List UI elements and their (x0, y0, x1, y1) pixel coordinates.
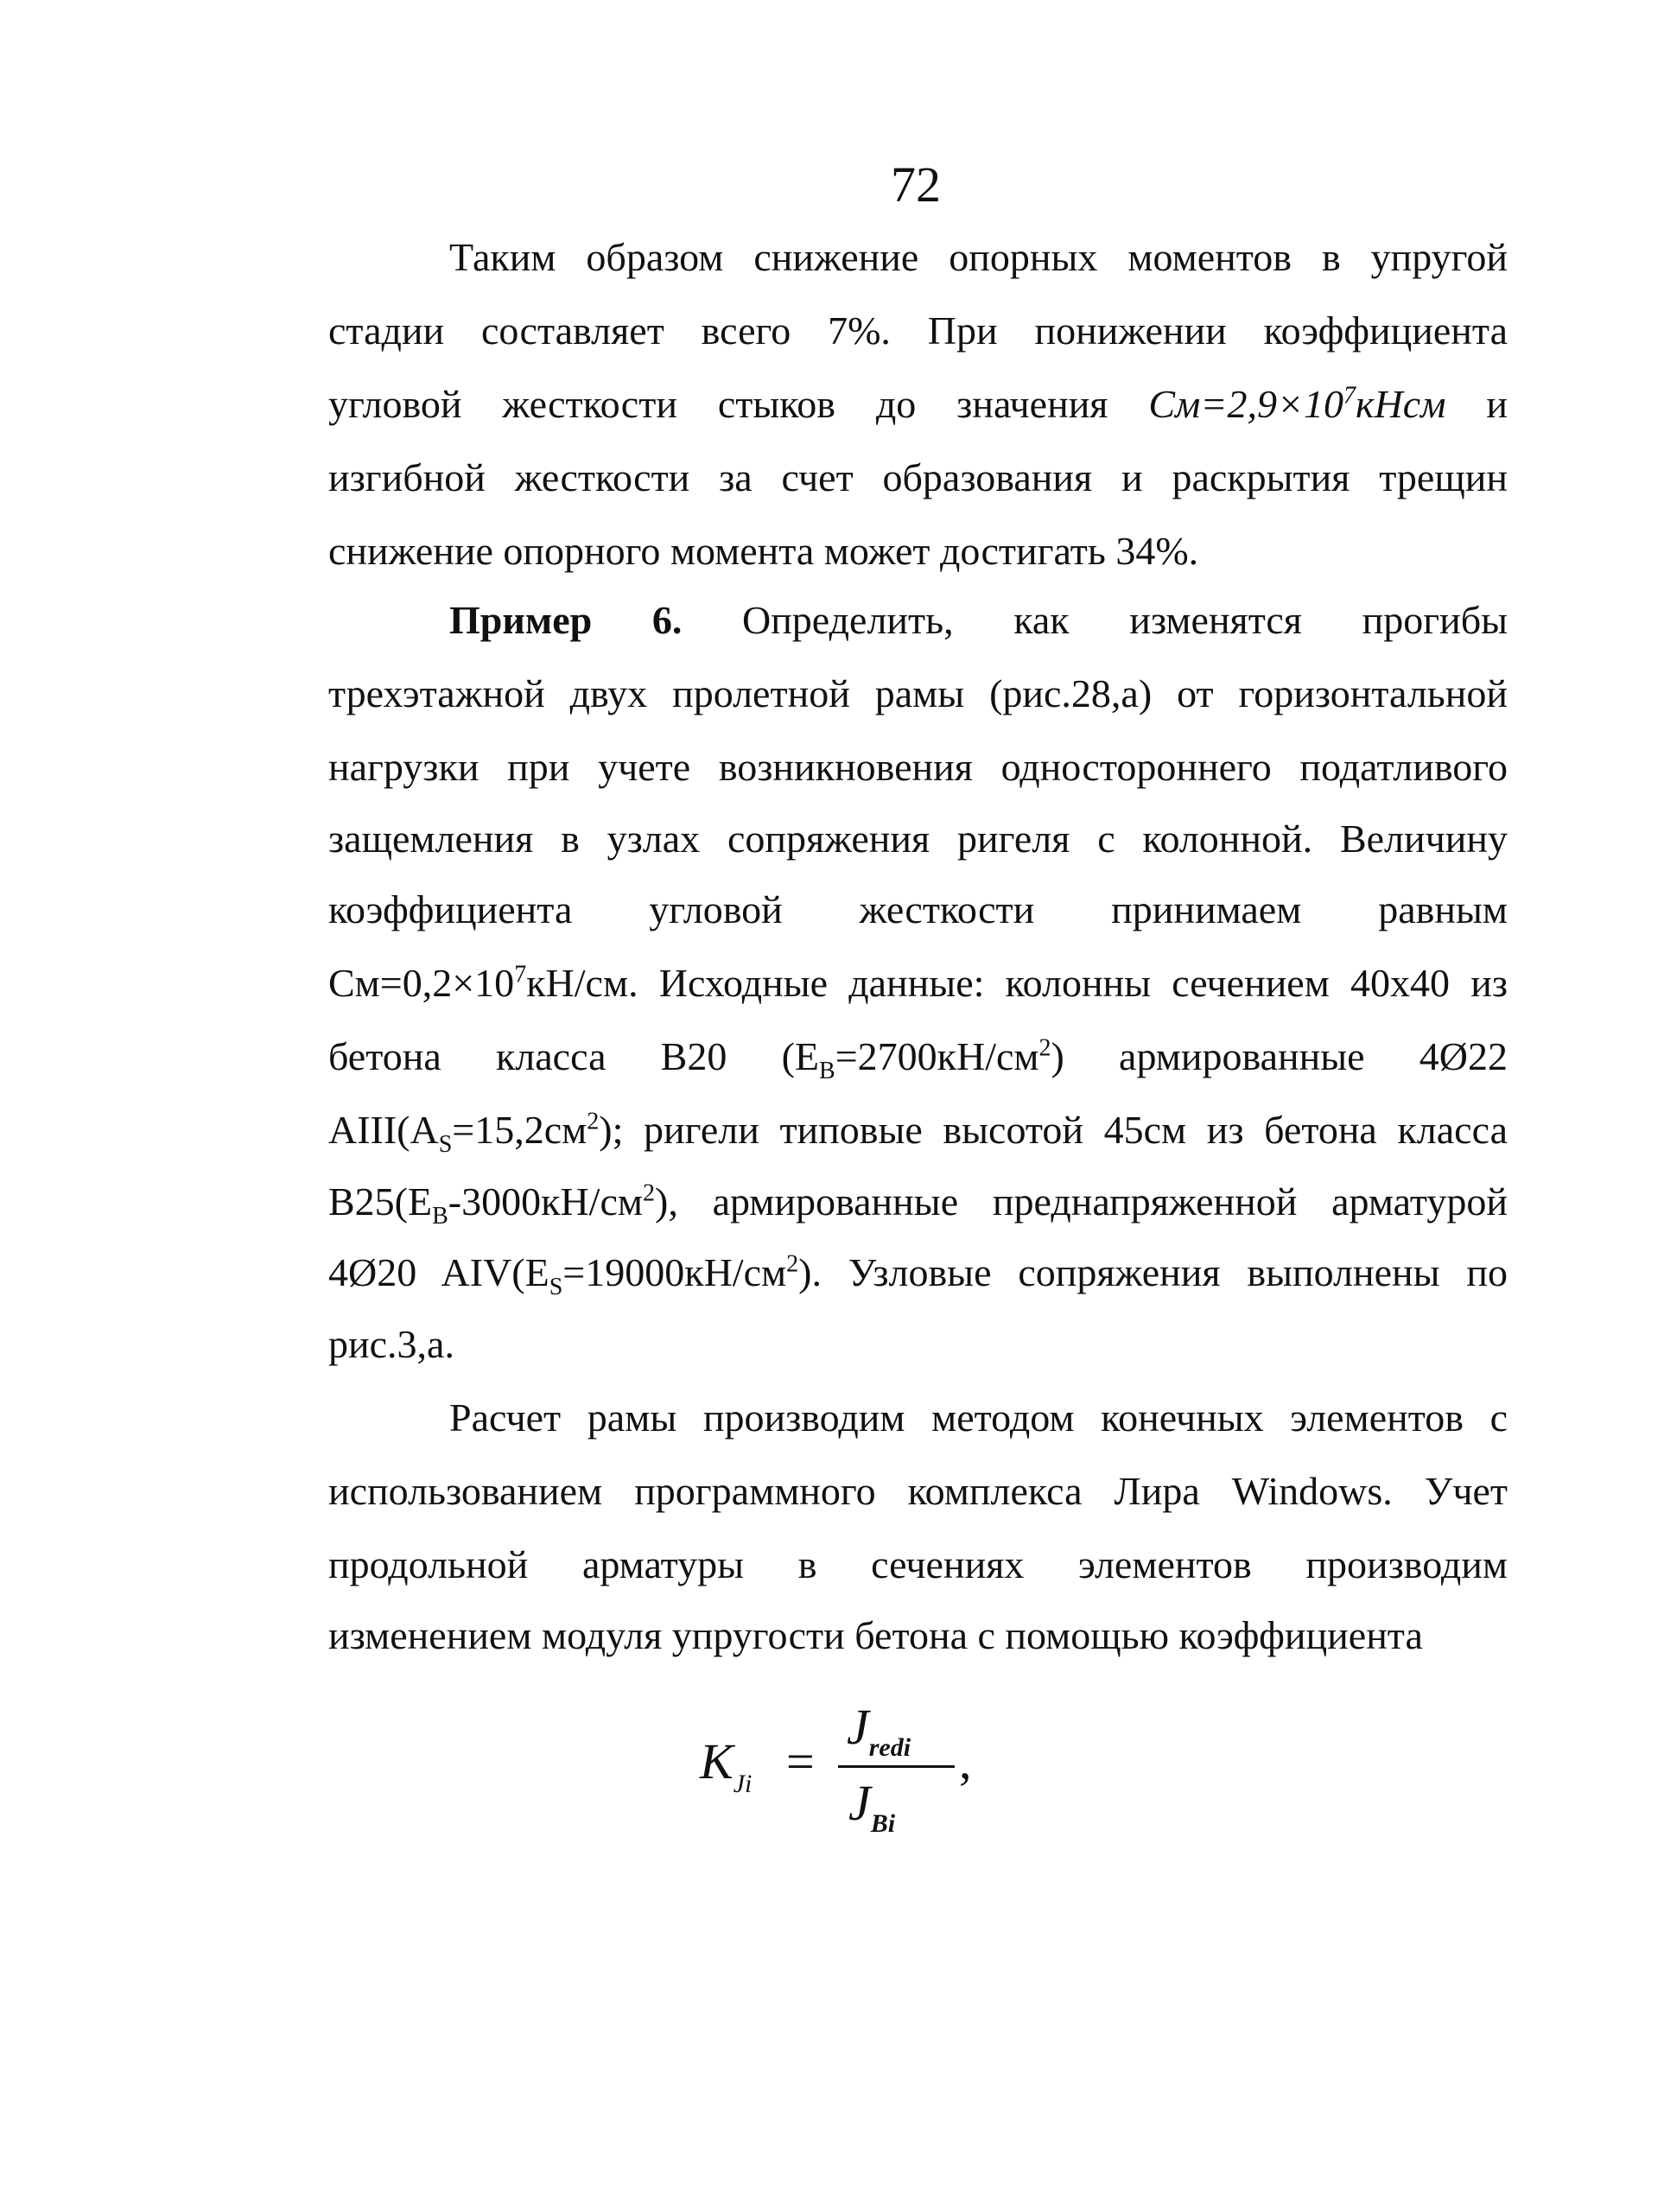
fraction-bar (838, 1765, 955, 1768)
text-line: защемления в узлах сопряжения ригеля с колонной. Величину (328, 817, 1508, 861)
text-fragment: ). Узловые сопряжения выполнены по (798, 1250, 1508, 1294)
text-line (328, 959, 1508, 1007)
text-fragment: кН/см. Исходные данные: колонны сечением 40х40 из (526, 961, 1508, 1005)
text-line (328, 380, 1508, 429)
subscript: S (438, 1131, 453, 1159)
text-line: использованием программного комплекса Лира Windows. Учет (328, 1469, 1508, 1513)
text-fragment: бетона класса В20 (E (328, 1034, 819, 1078)
text-line: рис.3,а. (328, 1322, 454, 1366)
formula-symbol: J (847, 1699, 869, 1755)
formula-unit: кНсм (1355, 382, 1446, 426)
text-fragment: В25(E (328, 1179, 433, 1224)
text-fragment: AIII(A (328, 1108, 439, 1152)
superscript: 2 (786, 1250, 799, 1278)
text-line: Таким образом снижение опорных моментов в упругой (449, 235, 1508, 279)
formula-denominator (848, 1774, 895, 1839)
subscript: S (549, 1274, 563, 1301)
text-line: нагрузки при учете возникновения одностороннего податливого (328, 745, 1508, 789)
text-fragment: =19000кН/см (562, 1250, 787, 1294)
text-line (328, 1106, 1508, 1159)
display-formula (700, 1698, 976, 1836)
text-fragment: 4Ø20 AIV(E (328, 1250, 549, 1294)
text-fragment: ), армированные преднапряженной арматурой (655, 1179, 1508, 1224)
text-line: стадии составляет всего 7%. При понижении коэффициента (328, 308, 1508, 353)
formula-text: Cм=2,9×10 (1148, 382, 1343, 426)
superscript: 7 (1343, 382, 1356, 410)
text-line: снижение опорного момента может достигать 34%. (328, 529, 1199, 573)
formula-subscript: redi (868, 1733, 911, 1762)
text-fragment: Cм=0,2×10 (328, 961, 515, 1005)
text-line (328, 1033, 1508, 1085)
superscript: 2 (1038, 1034, 1051, 1062)
text-fragment: угловой жесткости стыков до значения (328, 382, 1149, 426)
text-fragment: и (1445, 382, 1508, 426)
formula-equals: = (786, 1733, 815, 1789)
formula-subscript: Ji (733, 1770, 753, 1798)
text-line (449, 596, 1508, 645)
text-fragment: ); ригели типовые высотой 45см из бетона класса (599, 1108, 1508, 1152)
superscript: 7 (514, 961, 527, 988)
subscript: B (819, 1058, 835, 1085)
text-line: продольной арматуры в сечениях элементов производим (328, 1542, 1508, 1586)
text-line (328, 1178, 1508, 1230)
subscript: B (432, 1203, 448, 1230)
formula-symbol: J (848, 1775, 871, 1831)
text-fragment: Определить, как изменятся прогибы (682, 598, 1508, 642)
text-line: трехэтажной двух пролетной рамы (рис.28,а) от горизонтальной (328, 671, 1508, 715)
superscript: 2 (587, 1108, 600, 1135)
superscript: 2 (643, 1179, 655, 1207)
text-line: изменением модуля упругости бетона с помощью коэффициента (328, 1613, 1423, 1657)
text-fragment: =15,2см (452, 1108, 587, 1152)
formula-symbol: K (700, 1733, 734, 1789)
text-fragment: =2700кН/см (835, 1034, 1039, 1078)
text-fragment: -3000кН/см (448, 1179, 643, 1224)
text-fragment: ) армированные 4Ø22 (1051, 1034, 1508, 1078)
page-number: 72 (891, 156, 941, 213)
text-line (328, 1249, 1508, 1301)
formula-comma: , (959, 1733, 972, 1789)
formula-numerator (847, 1698, 911, 1763)
text-line: изгибной жесткости за счет образования и раскрытия трещин (328, 455, 1508, 499)
formula-lhs (700, 1732, 752, 1799)
formula-subscript: Bi (870, 1809, 896, 1838)
text-line: коэффициента угловой жесткости принимаем равным (328, 887, 1508, 931)
example-heading: Пример 6. (449, 598, 683, 642)
inline-formula (1148, 382, 1445, 426)
text-line: Расчет рамы производим методом конечных элементов с (449, 1395, 1508, 1440)
